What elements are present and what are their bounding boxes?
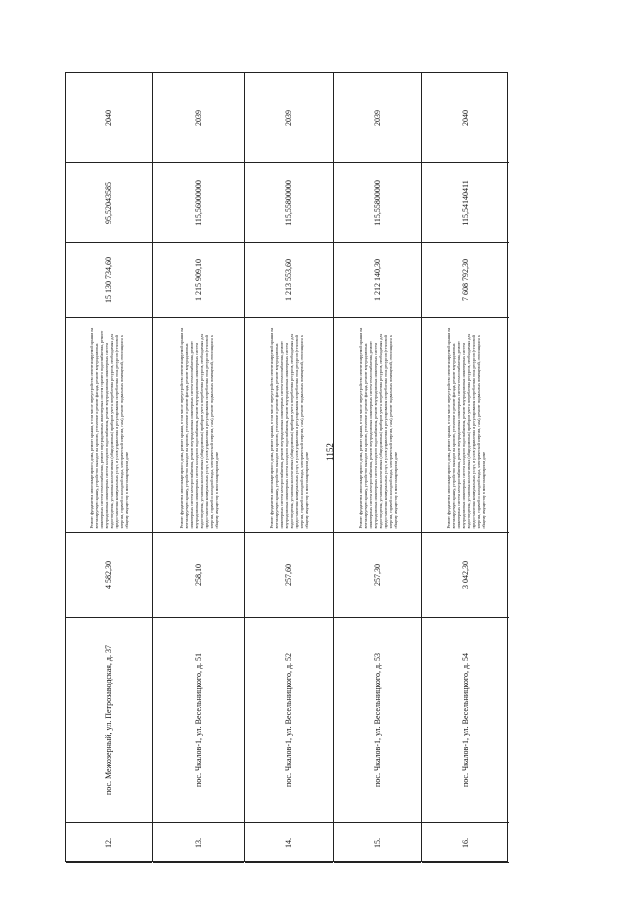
page-number: 1152 (325, 443, 335, 461)
table-row (66, 73, 153, 861)
table-row (245, 73, 334, 861)
address-cell (334, 618, 421, 823)
row-number-text: 16. (460, 837, 470, 848)
area-cell (245, 533, 333, 618)
row-number-cell (153, 823, 244, 863)
area-cell (153, 533, 244, 618)
unit-cost-text: 115,55800000 (284, 179, 293, 226)
row-number-cell (66, 823, 152, 863)
works-cell (245, 318, 333, 533)
row-number-cell (422, 823, 509, 863)
year-text: 2039 (372, 109, 382, 126)
area-text: 257,60 (284, 564, 293, 586)
works-text: Ремонт фундамента многоквартирного дома, ремонт крыши, в том числе переустройство невентилируемой крыши на вентилируемую крышу, устройство выходов на кровлю, утепление и ремонт фасада, ремонт внутридомовых инженерных систем электроснабжения, ремонт внутридомовых инженерных систем теплоснабжения, ремонт внутридомовых инженерных систем холодного водоснабжения, ремонт внутридомовых инженерных систем водоотведения, установка коллективных (общедомовых) приборов учета потребления ресурсов, необходимых для предоставления коммунальных услуг, и узлов управления и регулирования потребления этих ресурсов (тепловой энергии, горячей и холодной воды, электрической энергии, газа), ремонт подвальных помещений, относящихся к общему имуществу в многоквартирном доме (445, 327, 486, 529)
cost-text: 1 213 553,60 (284, 259, 293, 301)
year-text: 2039 (193, 109, 203, 126)
area-cell (422, 533, 509, 618)
year-text: 2040 (460, 109, 470, 126)
works-cell (422, 318, 509, 533)
address-text: пос. Чкалов-1, ул. Весельницкого, д. 53 (372, 652, 382, 788)
row-number-text: 14. (284, 837, 293, 848)
unit-cost-cell (66, 163, 152, 243)
year-text: 2040 (104, 109, 113, 126)
works-cell (334, 318, 421, 533)
works-text: Ремонт фундамента многоквартирного дома, ремонт крыши, в том числе переустройство невентилируемой крыши на вентилируемую крышу, устройство выходов на кровлю, утепление и ремонт фасада, ремонт внутридомовых инженерных систем электроснабжения, ремонт внутридомовых инженерных систем теплоснабжения, ремонт внутридомовых инженерных систем холодного водоснабжения, ремонт внутридомовых инженерных систем водоотведения, установка коллективных (общедомовых) приборов учета потребления ресурсов, необходимых для предоставления коммунальных услуг, и узлов управления и регулирования потребления этих ресурсов (тепловой энергии, горячей и холодной воды, электрической энергии, газа), ремонт подвальных помещений, относящихся к общему имуществу в многоквартирном доме (178, 327, 219, 529)
unit-cost-text: 115,54140411 (460, 179, 470, 226)
table-row (153, 73, 245, 861)
address-cell (422, 618, 509, 823)
table-row (334, 73, 422, 861)
repair-program-table (65, 72, 508, 862)
unit-cost-text: 115,56000000 (193, 179, 203, 226)
area-cell (334, 533, 421, 618)
row-number-cell (245, 823, 333, 863)
address-cell (66, 618, 152, 823)
area-cell (66, 533, 152, 618)
works-text: Ремонт фундамента многоквартирного дома, ремонт крыши, в том числе переустройство невентилируемой крыши на вентилируемую крышу, устройство выходов на кровлю, утепление и ремонт фасада, ремонт внутридомовых инженерных систем электроснабжения, ремонт внутридомовых инженерных систем теплоснабжения, ремонт внутридомовых инженерных систем холодного водоснабжения, ремонт внутридомовых инженерных систем водоотведения, установка коллективных (общедомовых) приборов учета потребления ресурсов, необходимых для предоставления коммунальных услуг, и узлов управления и регулирования потребления этих ресурсов (тепловой энергии, горячей и холодной воды, электрической энергии, газа), ремонт подвальных помещений, относящихся к общему имуществу в многоквартирном доме (269, 327, 309, 529)
area-text: 4 582,30 (104, 561, 113, 589)
year-cell (334, 73, 421, 163)
unit-cost-text: 115,55800000 (372, 179, 382, 226)
row-number-text: 13. (193, 837, 203, 848)
address-text: пос. Чкалов-1, ул. Весельницкого, д. 51 (193, 652, 203, 788)
row-number-cell (334, 823, 421, 863)
works-cell (153, 318, 244, 533)
unit-cost-cell (245, 163, 333, 243)
cost-cell (422, 243, 509, 318)
year-cell (66, 73, 152, 163)
address-text: пос. Чкалов-1, ул. Весельницкого, д. 54 (460, 652, 470, 788)
row-number-text: 12. (104, 837, 113, 848)
cost-text: 1 215 909,10 (193, 259, 203, 301)
year-cell (422, 73, 509, 163)
unit-cost-text: 95,52043585 (104, 181, 113, 224)
table-row (422, 73, 509, 861)
address-cell (153, 618, 244, 823)
address-cell (245, 618, 333, 823)
cost-cell (245, 243, 333, 318)
unit-cost-cell (153, 163, 244, 243)
cost-cell (66, 243, 152, 318)
cost-text: 7 608 792,30 (460, 259, 470, 301)
unit-cost-cell (422, 163, 509, 243)
unit-cost-cell (334, 163, 421, 243)
cost-cell (153, 243, 244, 318)
cost-text: 1 212 140,30 (372, 259, 382, 301)
works-cell (66, 318, 152, 533)
works-text: Ремонт фундамента многоквартирного дома, ремонт крыши, в том числе переустройство невентилируемой крыши на вентилируемую крышу, устройство выходов на кровлю, утепление и ремонт фасада, ремонт внутридомовых инженерных систем электроснабжения, ремонт внутридомовых инженерных систем теплоснабжения, ремонт внутридомовых инженерных систем холодного водоснабжения, ремонт внутридомовых инженерных систем водоотведения, установка коллективных (общедомовых) приборов учета потребления ресурсов, необходимых для предоставления коммунальных услуг, и узлов управления и регулирования потребления этих ресурсов (тепловой энергии, горячей и холодной воды, электрической энергии, газа), ремонт подвальных помещений, относящихся к общему имуществу в многоквартирном доме (357, 327, 398, 529)
works-text: Ремонт фундамента многоквартирного дома, ремонт крыши, в том числе переустройство невентилируемой крыши на вентилируемую крышу, устройство выходов на кровлю, утепление и ремонт фасада, ремонт внутридомовых инженерных систем теплоснабжения, ремонт внутридомовых инженерных систем горячего водоснабжения, ремонт внутридомовых инженерных систем холодного водоснабжения, ремонт внутридомовых инженерных систем водоотведения, установка коллективных (общедомовых) приборов учета потребления ресурсов, необходимых для предоставления коммунальных услуг, и узлов управления и регулирования потребления этих ресурсов (тепловой энергии, горячей и холодной воды, электрической энергии, газа), ремонт подвальных помещений, относящихся к общему имуществу в многоквартирном доме (89, 327, 129, 529)
area-text: 3 042,30 (460, 561, 470, 589)
area-text: 258,10 (193, 564, 203, 586)
address-text: пос. Межозерный, ул. Петрозаводская, д. 37 (104, 644, 113, 796)
address-text: пос. Чкалов-1, ул. Весельницкого, д. 52 (284, 652, 293, 788)
year-text: 2039 (284, 109, 293, 126)
area-text: 257,30 (372, 564, 382, 586)
year-cell (153, 73, 244, 163)
cost-cell (334, 243, 421, 318)
row-number-text: 15. (372, 837, 382, 848)
year-cell (245, 73, 333, 163)
cost-text: 15 130 734,60 (104, 257, 113, 303)
